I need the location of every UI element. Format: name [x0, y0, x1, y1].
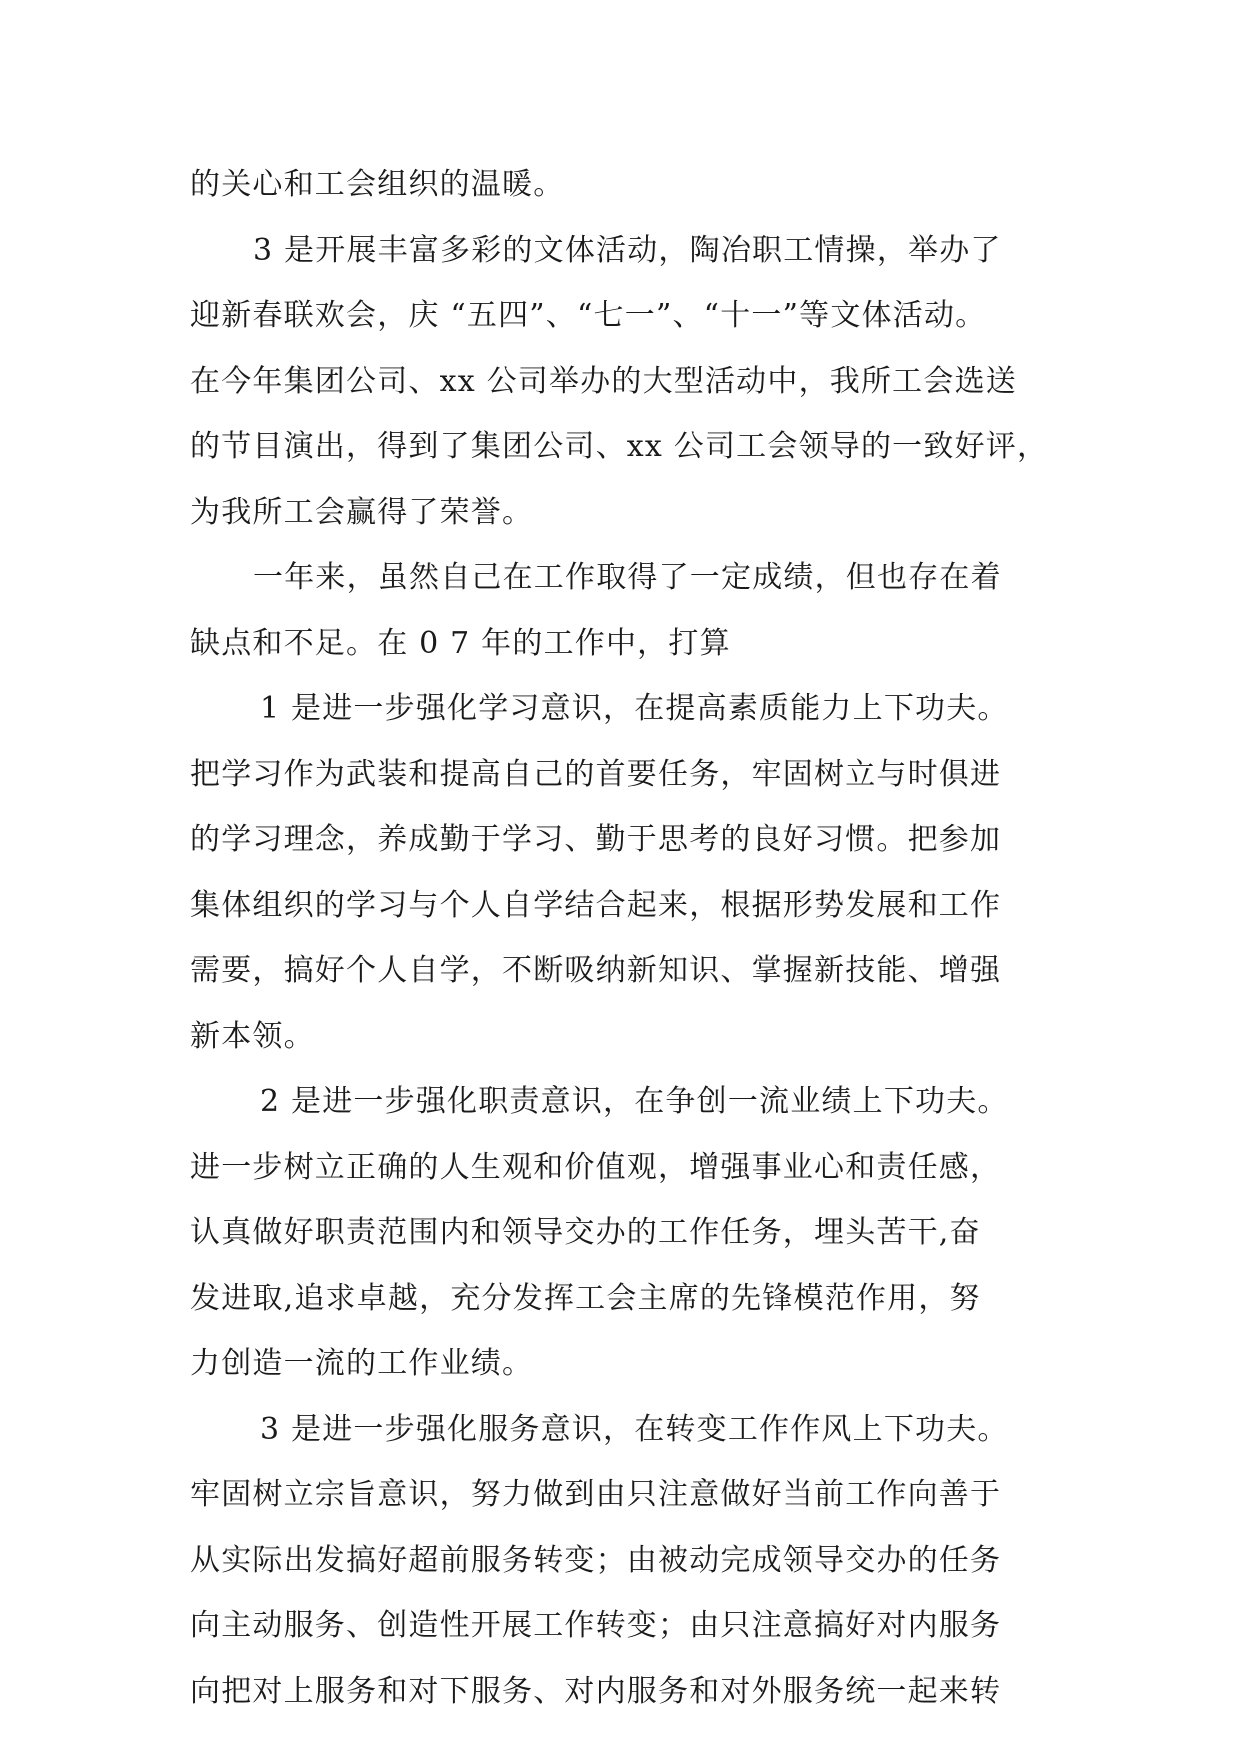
paragraph-first-line: 3 是进一步强化服务意识，在转变工作作风上下功夫。: [260, 1411, 1009, 1447]
paragraph-first-line: 2 是进一步强化职责意识，在争创一流业绩上下功夫。: [260, 1084, 1009, 1119]
text-line: 把学习作为武装和提高自己的首要任务，牢固树立与时俱进: [190, 756, 1002, 792]
paragraph-first-line: 3 是开展丰富多彩的文体活动，陶冶职工情操，举办了: [253, 232, 1002, 268]
text-line: 新本领。: [190, 1018, 315, 1054]
text-line: 集体组织的学习与个人自学结合起来，根据形势发展和工作: [190, 887, 1002, 923]
text-line: 在今年集团公司、xx 公司举办的大型活动中，我所工会选送: [190, 363, 1017, 399]
text-line: 需要，搞好个人自学，不断吸纳新知识、掌握新技能、增强: [190, 953, 1002, 988]
text-line: 力创造一流的工作业绩。: [190, 1346, 534, 1381]
text-line: 的关心和工会组织的温暖。: [190, 167, 565, 202]
text-line: 牢固树立宗旨意识，努力做到由只注意做好当前工作向善于: [190, 1477, 1002, 1512]
paragraph-first-line: 一年来，虽然自己在工作取得了一定成绩，但也存在着: [253, 560, 1002, 595]
paragraph-first-line: 1 是进一步强化学习意识，在提高素质能力上下功夫。: [260, 691, 1009, 726]
text-line: 为我所工会赢得了荣誉。: [190, 494, 534, 530]
text-line: 向把对上服务和对下服务、对内服务和对外服务统一起来转: [190, 1673, 1002, 1709]
document-body: [190, 152, 1070, 1724]
text-line: 的节目演出，得到了集团公司、xx 公司工会领导的一致好评，: [190, 429, 1049, 464]
text-line: 从实际出发搞好超前服务转变；由被动完成领导交办的任务: [190, 1542, 1002, 1578]
text-line: 迎新春联欢会，庆 “五四”、“七一”、“十一”等文体活动。: [190, 298, 987, 333]
text-line: 的学习理念，养成勤于学习、勤于思考的良好习惯。把参加: [190, 822, 1002, 857]
text-line: 进一步树立正确的人生观和价值观，增强事业心和责任感，: [190, 1149, 1002, 1185]
text-line: 认真做好职责范围内和领导交办的工作任务，埋头苦干,奋: [190, 1215, 981, 1250]
text-line: 向主动服务、创造性开展工作转变；由只注意搞好对内服务: [190, 1608, 1002, 1643]
text-line: 发进取,追求卓越，充分发挥工会主席的先锋模范作用，努: [190, 1280, 981, 1316]
text-line: 缺点和不足。在 0 7 年的工作中，打算: [190, 625, 731, 661]
